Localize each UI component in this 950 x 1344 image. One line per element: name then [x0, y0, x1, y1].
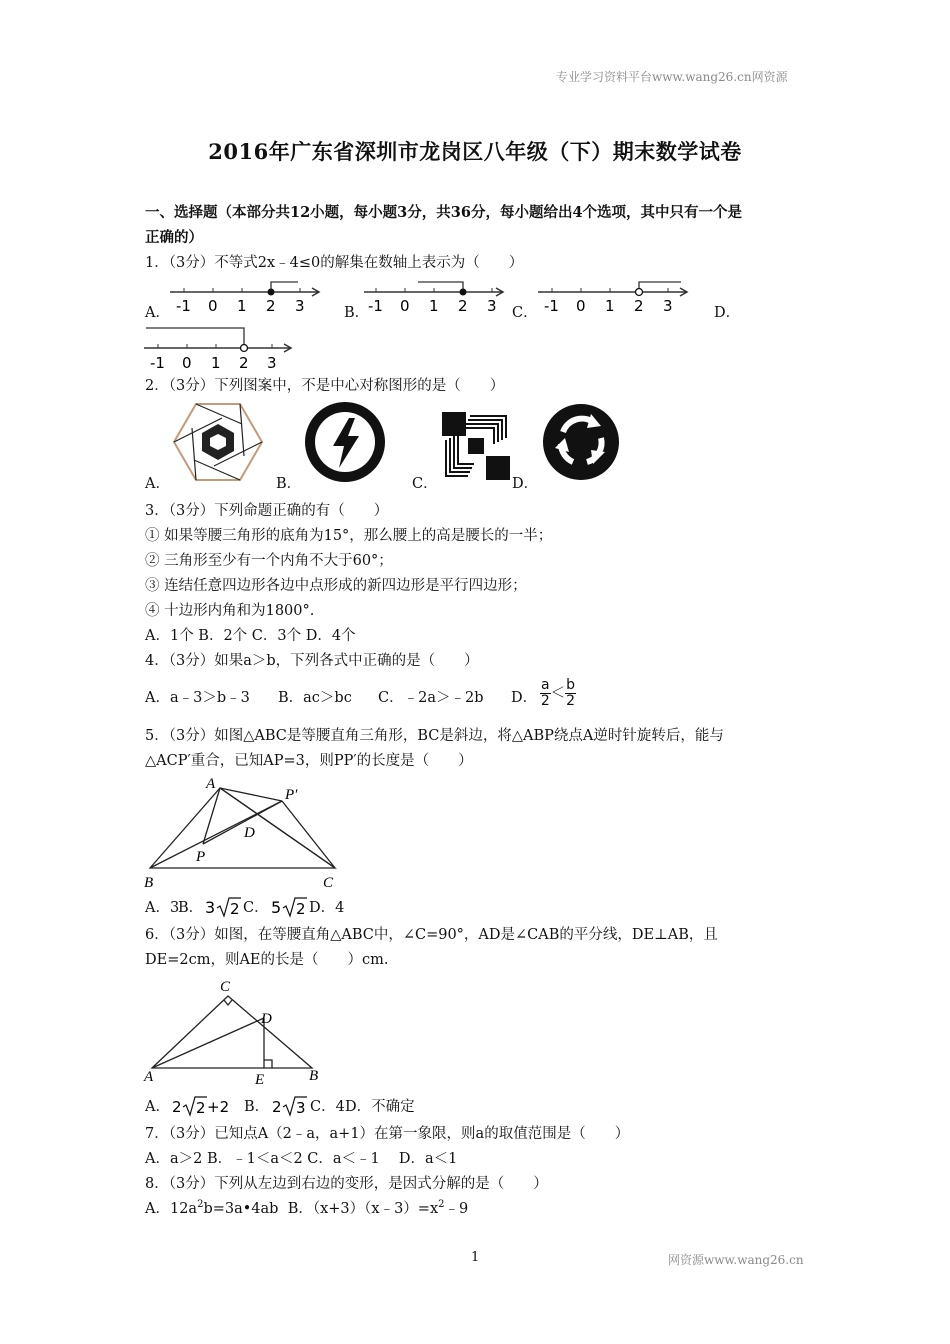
q5-option-b: B．: [178, 900, 204, 916]
q2-figure-a-hexagon: [172, 400, 264, 484]
tick-label: 3: [267, 354, 277, 372]
svg-text:2: 2: [172, 1098, 182, 1116]
q1-numberline-d: [142, 324, 302, 372]
q5-option-a: A．3: [145, 900, 180, 916]
tick-label: 3: [663, 297, 673, 315]
q8-option-a-pre: A．12a: [145, 1201, 198, 1217]
section-heading-line1: 一、选择题（本部分共12小题，每小题3分，共36分，每小题给出4个选项，其中只有一个是: [145, 204, 743, 221]
q6-stem-line2: DE=2cm，则AE的长是（ ）cm.: [145, 952, 389, 968]
q8-option-b-post: ﹣9: [444, 1201, 469, 1217]
svg-text:2: 2: [196, 1099, 206, 1117]
q7-options: A．a＞2 B．﹣1＜a＜2 C．a＜﹣1 D．a＜1: [145, 1151, 458, 1167]
svg-text:2: 2: [272, 1098, 282, 1116]
tick-label: 2: [634, 297, 644, 315]
q2-option-a-label: A．: [145, 476, 170, 492]
footer-watermark: 网资源www.wang26.cn: [668, 1253, 804, 1267]
point-label-a: A: [144, 1069, 154, 1085]
point-label-a: A: [206, 776, 216, 792]
q4-option-d: D．: [511, 690, 538, 706]
tick-label: -1: [544, 297, 559, 315]
q6-option-a: A．: [145, 1099, 170, 1115]
q3-statement-2: ② 三角形至少有一个内角不大于60°；: [145, 553, 393, 569]
q6-option-a-expression: [172, 1094, 230, 1118]
q6-option-b: B．: [244, 1099, 270, 1115]
q1-option-d-label: D．: [714, 305, 741, 321]
tick-label: 0: [576, 297, 586, 315]
svg-text:2: 2: [296, 900, 306, 918]
point-label-d: D: [244, 825, 255, 841]
q5-figure-triangle: [140, 774, 345, 894]
q5-option-b-radical: [205, 895, 241, 919]
q4-option-c: C．﹣2a＞﹣2b: [378, 690, 484, 706]
tick-label: 0: [182, 354, 192, 372]
tick-label: 1: [429, 297, 439, 315]
q1-stem: 1．（3分）不等式2x﹣4≤0的解集在数轴上表示为（ ）: [145, 255, 524, 271]
q6-option-c: C．4: [310, 1099, 345, 1115]
point-label-p-prime: P′: [285, 787, 298, 803]
point-label-d: D: [261, 1011, 272, 1027]
fraction-b-over-2: $\frac{b}{2}$: [566, 677, 575, 709]
q2-figure-c-squares: [440, 410, 514, 484]
q5-stem-line1: 5．（3分）如图△ABC是等腰直角三角形，BC是斜边，将△ABP绕点A逆时针旋转后，能与: [145, 728, 724, 744]
header-watermark: 专业学习资料平台www.wang26.cn网资源: [556, 70, 788, 84]
svg-text:+2: +2: [207, 1098, 230, 1116]
q8-option-a-exp: 2: [197, 1199, 204, 1211]
point-label-p: P: [196, 849, 206, 865]
q1-option-c-label: C．: [512, 305, 538, 321]
tick-label: 2: [239, 354, 249, 372]
q5-option-d: D．4: [309, 900, 345, 916]
tick-label: -1: [176, 297, 191, 315]
tick-label: 0: [400, 297, 410, 315]
q1-option-a-label: A．: [145, 305, 170, 321]
q2-stem: 2．（3分）下列图案中，不是中心对称图形的是（ ）: [145, 378, 505, 394]
q1-numberline-c: [536, 278, 696, 318]
point-label-e: E: [255, 1072, 265, 1088]
point-label-c: C: [220, 979, 231, 995]
point-label-c: C: [323, 875, 334, 891]
tick-label: -1: [150, 354, 165, 372]
q3-statement-3: ③ 连结任意四边形各边中点形成的新四边形是平行四边形；: [145, 578, 527, 594]
q7-stem: 7．（3分）已知点A（2﹣a，a+1）在第一象限，则a的取值范围是（ ）: [145, 1126, 630, 1142]
point-label-b: B: [144, 875, 154, 891]
q3-statement-4: ④ 十边形内角和为1800°.: [145, 603, 315, 619]
q8-option-a-post: b=3a•4ab: [203, 1201, 279, 1217]
tick-label: 2: [458, 297, 468, 315]
q6-option-d: D．不确定: [345, 1099, 415, 1115]
q2-option-c-label: C．: [412, 476, 438, 492]
section-heading-line2: 正确的）: [145, 229, 203, 246]
q2-figure-b-lightning: [303, 400, 387, 484]
q8-option-b-exp: 2: [438, 1199, 445, 1211]
svg-text:3: 3: [205, 898, 216, 917]
svg-text:2: 2: [230, 900, 240, 918]
q3-stem: 3．（3分）下列命题正确的有（ ）: [145, 503, 389, 519]
q8-options: [145, 1199, 468, 1219]
tick-label: 1: [237, 297, 247, 315]
q6-option-b-radical: [272, 1094, 308, 1118]
q3-statement-1: ① 如果等腰三角形的底角为15°，那么腰上的高是腰长的一半；: [145, 528, 553, 544]
tick-label: 3: [295, 297, 305, 315]
q5-stem-line2: △ACP′重合，已知AP=3，则PP′的长度是（ ）: [145, 753, 473, 769]
q2-option-d-label: D．: [512, 476, 539, 492]
q3-options: A．1个 B．2个 C．3个 D．4个: [145, 628, 356, 644]
q1-option-b-label: B．: [344, 305, 370, 321]
q1-numberline-a: [168, 278, 328, 318]
q4-option-a: A．a﹣3＞b﹣3: [145, 690, 250, 706]
q4-option-b: B．ac＞bc: [278, 690, 352, 706]
q6-figure-triangle: [140, 974, 330, 1088]
q4-stem: 4．（3分）如果a＞b，下列各式中正确的是（ ）: [145, 653, 479, 669]
tick-label: 1: [605, 297, 615, 315]
q1-numberline-b: [362, 278, 512, 318]
svg-text:5: 5: [271, 898, 282, 917]
q2-figure-d-cycle: [541, 402, 621, 482]
tick-label: 3: [487, 297, 497, 315]
q8-option-b-pre: B．（x+3）（x﹣3）=x: [287, 1201, 439, 1217]
svg-text:3: 3: [296, 1099, 306, 1117]
q5-option-c-radical: [271, 895, 307, 919]
fraction-a-over-2: $\frac{a}{2}$: [540, 677, 550, 709]
q5-option-c: C．: [243, 900, 269, 916]
tick-label: 2: [266, 297, 276, 315]
q2-option-b-label: B．: [276, 476, 302, 492]
tick-label: 0: [208, 297, 218, 315]
tick-label: -1: [368, 297, 383, 315]
q4-option-d-expression: $\frac{a}{2}$ ＜ $\frac{b}{2}$: [540, 677, 575, 709]
page-title: 2016年广东省深圳市龙岗区八年级（下）期末数学试卷: [208, 139, 742, 164]
point-label-b: B: [309, 1068, 319, 1084]
tick-label: 1: [211, 354, 221, 372]
q8-stem: 8．（3分）下列从左边到右边的变形，是因式分解的是（ ）: [145, 1176, 548, 1192]
q6-stem-line1: 6．（3分）如图，在等腰直角△ABC中，∠C=90°，AD是∠CAB的平分线，DE⊥AB，且: [145, 927, 718, 943]
page-number: 1: [471, 1250, 480, 1265]
